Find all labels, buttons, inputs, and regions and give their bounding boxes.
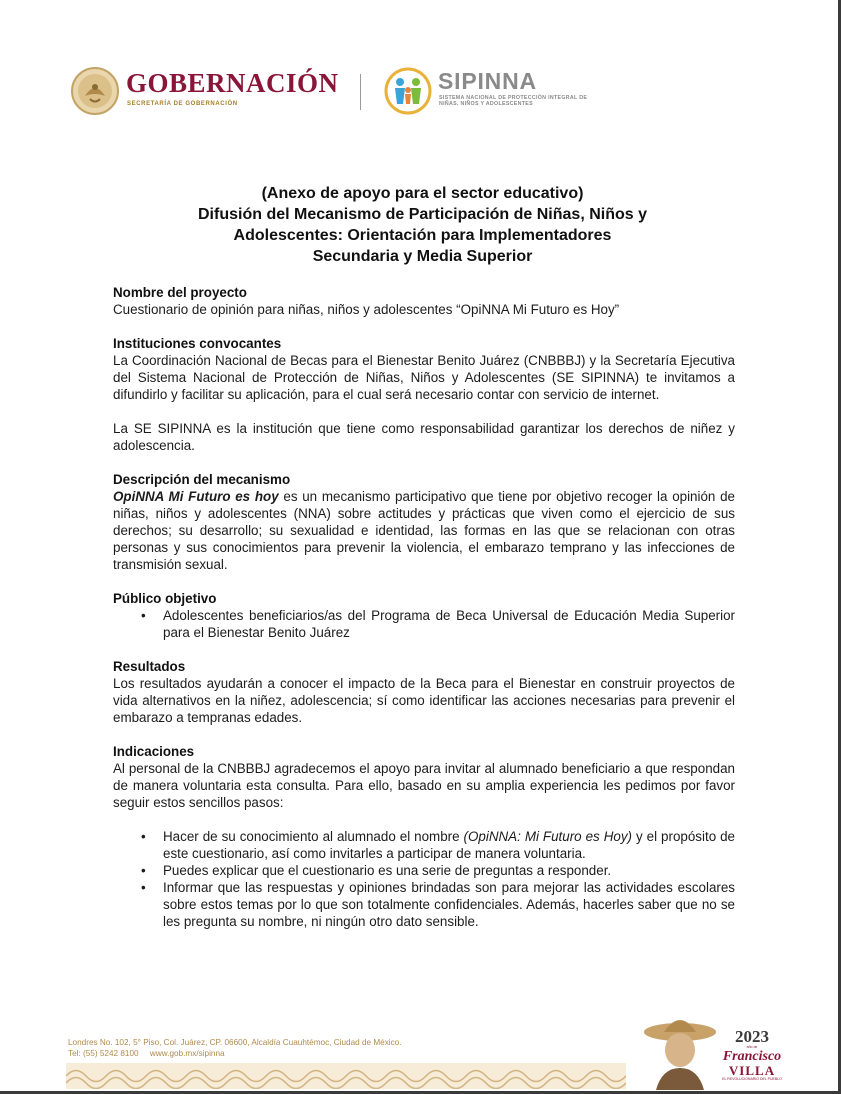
footer-contact-line: Tel: (55) 5242 8100 www.gob.mx/sipinna	[68, 1049, 225, 1058]
list-item	[141, 828, 735, 862]
section-heading: Instituciones convocantes	[113, 336, 282, 351]
title-line-4: Secundaria y Media Superior	[312, 248, 533, 265]
section-text: Al personal de la CNBBBJ agradecemos el apoyo para invitar al alumnado beneficiario a que respondan de manera voluntaria esta consulta. Para ello, basado en su amplia experiencia les pedimos por favor seguir estos sencillos pasos:	[113, 761, 735, 810]
project-name-italic: (OpiNNA: Mi Futuro es Hoy)	[463, 829, 632, 844]
footer-address	[68, 1037, 402, 1059]
section-heading: Nombre del proyecto	[113, 285, 247, 300]
bullet-list	[141, 607, 735, 641]
header-divider	[360, 74, 361, 110]
section-resultados	[113, 658, 735, 726]
villa-tagline: EL REVOLUCIONARIO DEL PUEBLO	[722, 1077, 782, 1081]
section-text: La SE SIPINNA es la institución que tiene como responsabilidad garantizar los derechos de niñez y adolescencia.	[113, 421, 735, 453]
bullet-list	[141, 828, 735, 930]
description-text: es un mecanismo participativo que tiene por objetivo recoger la opinión de niñas, niños y adolescentes (NNA) sobre actitudes y prácticas que viven como el ejercicio de sus derechos; su desarrollo; su sexualidad e identidad, las formas en las que se relacionan con otras personas y sus conocimientos para prevenir la violencia, el embarazo temprano y las infecciones de transmisión sexual.	[113, 489, 735, 572]
paragraph-spacer	[113, 403, 735, 420]
title-line-2: Difusión del Mecanismo de Participación de Niñas, Niños y	[198, 206, 647, 223]
section-heading: Indicaciones	[113, 744, 195, 759]
gobernacion-subtitle: SECRETARÍA DE GOBERNACIÓN	[127, 101, 238, 107]
section-text	[113, 488, 735, 573]
document-title	[100, 183, 745, 267]
sipinna-subtitle: SISTEMA NACIONAL DE PROTECCIÓN INTEGRAL DE NIÑAS, NIÑOS Y ADOLESCENTES	[439, 95, 588, 107]
decorative-pattern-band	[66, 1063, 626, 1089]
sipinna-children-logo-icon	[383, 66, 433, 116]
francisco-villa-portrait-icon	[642, 1012, 718, 1090]
sipinna-title: SIPINNA	[438, 68, 537, 94]
villa-name: Francisco	[722, 1049, 782, 1064]
villa-small-text: año de	[746, 1045, 758, 1049]
section-text: Los resultados ayudarán a conocer el impacto de la Beca para el Bienestar en construir proyectos de vida alternativos en la niñez, adolescencia; sí como identificar las acciones necesarias para prevenir el embarazo a tempranas edades.	[113, 676, 735, 725]
section-indicaciones	[113, 743, 735, 930]
villa-year: 2023	[735, 1027, 769, 1046]
list-item-text: Hacer de su conocimiento al alumnado el nombre	[163, 829, 464, 844]
list-item-text: y el propósito de este cuestionario, así como invitarles a participar de manera voluntaria.	[163, 829, 736, 861]
villa-surname: VILLA	[728, 1063, 776, 1078]
gobernacion-title: GOBERNACIÓN	[126, 68, 339, 98]
section-text: Cuestionario de opinión para niñas, niños y adolescentes “OpiNNA Mi Futuro es Hoy”	[113, 302, 620, 317]
section-heading: Descripción del mecanismo	[113, 472, 291, 487]
list-item: • Puedes explicar que el cuestionario es una serie de preguntas a responder.	[141, 862, 735, 879]
title-line-1: (Anexo de apoyo para el sector educativo)	[261, 185, 584, 202]
paragraph-spacer	[113, 811, 735, 828]
section-descripcion	[113, 471, 735, 573]
section-text: La Coordinación Nacional de Becas para el Bienestar Benito Juárez (CNBBBJ) y la Secretaría Ejecutiva del Sistema Nacional de Protección de Niñas, Niños y Adolescentes (SE SIPINNA) te invitamos a difundirlo y facilitar su aplicación, para el cual será necesario contar con servicio de internet.	[113, 353, 735, 402]
mexico-eagle-seal-icon	[70, 66, 120, 116]
section-heading: Resultados	[113, 659, 186, 674]
section-instituciones	[113, 335, 735, 454]
letterhead	[70, 62, 590, 122]
list-item: • Adolescentes beneficiarios/as del Programa de Beca Universal de Educación Media Superior para el Bienestar Benito Juárez	[141, 607, 735, 641]
footer-address-line: Londres No. 102, 5° Piso, Col. Juárez, CP. 06600, Alcaldía Cuauhtémoc, Ciudad de México.	[68, 1038, 402, 1047]
list-item: • Informar que las respuestas y opiniones brindadas son para mejorar las actividades escolares sobre estos temas por lo que son totalmente confidenciales. Además, hacerles saber que no se les pregunta su nombre, ni ningún otro dato sensible.	[141, 879, 735, 930]
project-name-emphasis: OpiNNA Mi Futuro es hoy	[113, 489, 279, 504]
villa-2023-logo	[714, 1028, 790, 1082]
document-body	[113, 284, 735, 947]
section-proyecto	[113, 284, 735, 318]
section-heading: Público objetivo	[113, 591, 217, 606]
section-publico	[113, 590, 735, 641]
title-line-3: Adolescentes: Orientación para Implementadores	[233, 227, 612, 244]
